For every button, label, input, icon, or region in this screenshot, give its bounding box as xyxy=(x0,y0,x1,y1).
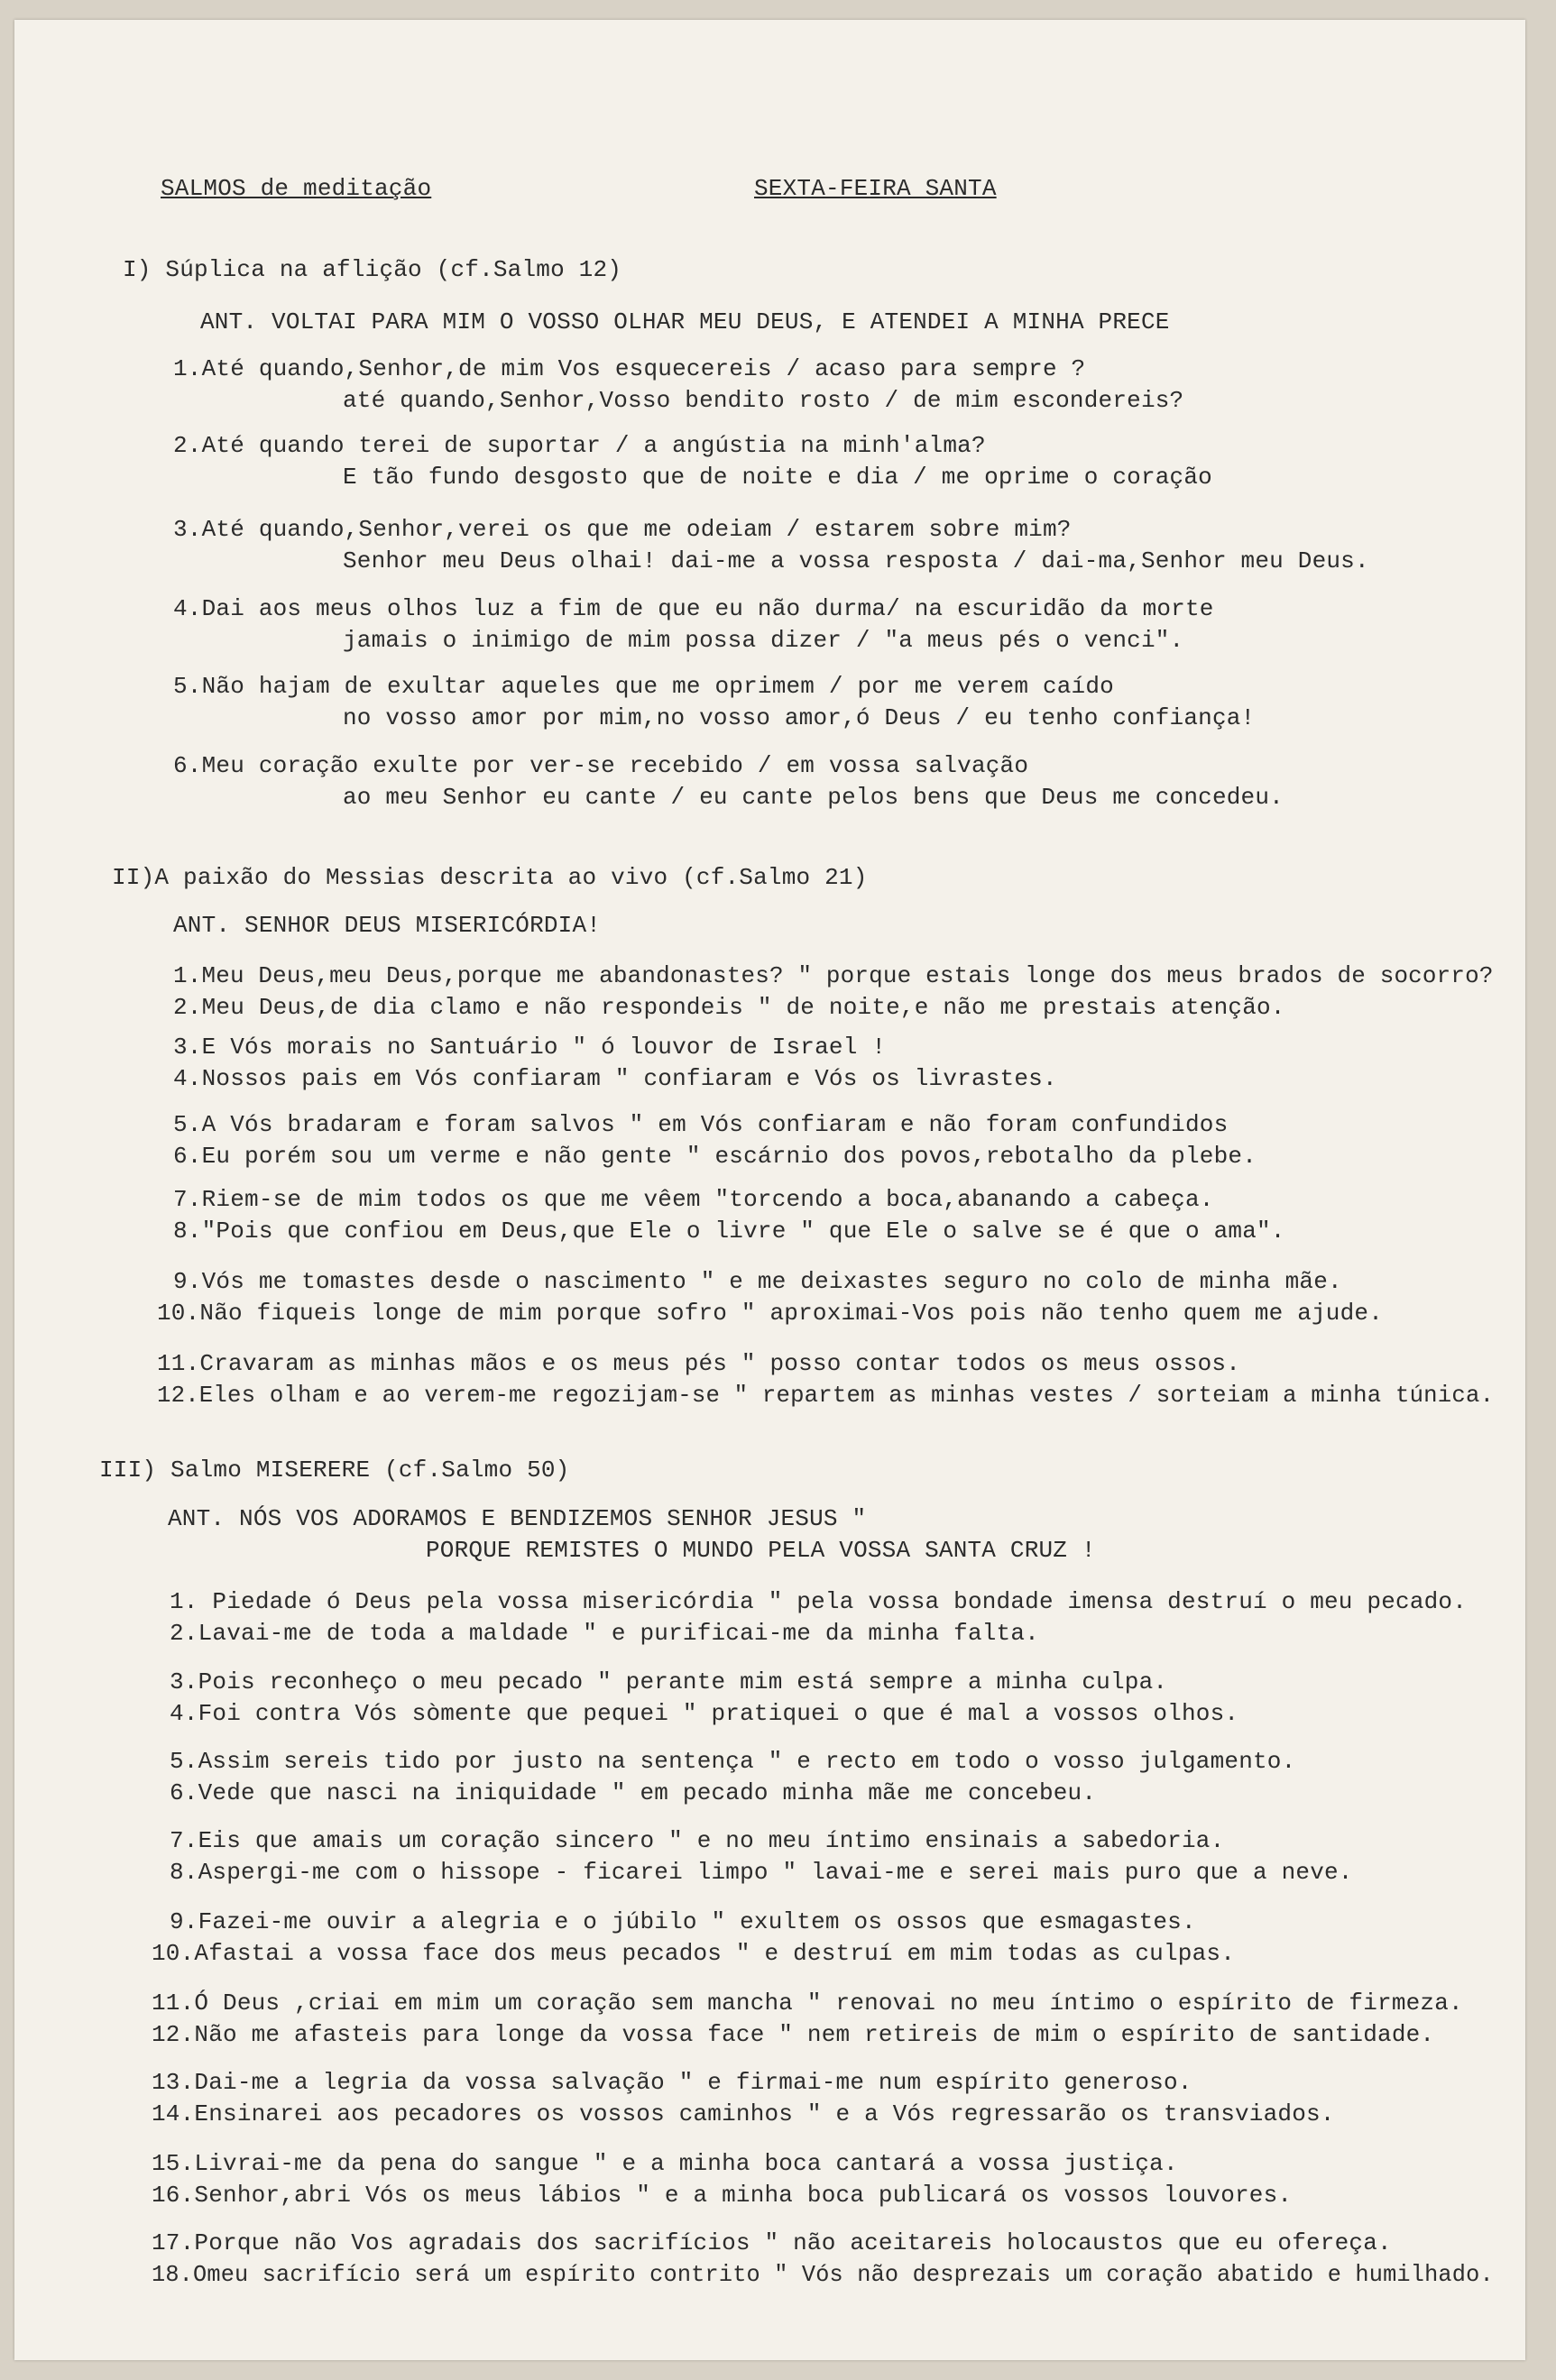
verse-line: jamais o inimigo de mim possa dizer / "a meus pés o venci". xyxy=(343,627,1184,654)
verse-line: 3.E Vós morais no Santuário " ó louvor de Israel ! xyxy=(173,1034,887,1061)
verse-line: 16.Senhor,abri Vós os meus lábios " e a minha boca publicará os vossos louvores. xyxy=(152,2182,1293,2209)
verse-line: 8."Pois que confiou em Deus,que Ele o livre " que Ele o salve se é que o ama". xyxy=(173,1218,1285,1245)
verse-line: 5.A Vós bradaram e foram salvos " em Vós confiaram e não foram confundidos xyxy=(173,1111,1229,1138)
verse-line: 2.Meu Deus,de dia clamo e não respondeis " de noite,e não me prestais atenção. xyxy=(173,994,1285,1021)
verse-line: 7.Riem-se de mim todos os que me vêem "torcendo a boca,abanando a cabeça. xyxy=(173,1186,1214,1213)
verse-line: 14.Ensinarei aos pecadores os vossos caminhos " e a Vós regressarão os transviados. xyxy=(152,2100,1335,2127)
verse-line: 6.Eu porém sou um verme e não gente " escárnio dos povos,rebotalho da plebe. xyxy=(173,1143,1257,1170)
section-3-title: III) Salmo MISERERE (cf.Salmo 50) xyxy=(99,1456,570,1484)
verse-line: 17.Porque não Vos agradais dos sacrifícios " não aceitareis holocaustos que eu ofereça. xyxy=(152,2229,1392,2256)
verse-line: 10.Afastai a vossa face dos meus pecados " e destruí em mim todas as culpas. xyxy=(152,1940,1235,1967)
verse-line: 1.Meu Deus,meu Deus,porque me abandonastes? " porque estais longe dos meus brados de socorro? xyxy=(173,962,1494,989)
section-1-antiphon: ANT. VOLTAI PARA MIM O VOSSO OLHAR MEU DEUS, E ATENDEI A MINHA PRECE xyxy=(200,308,1170,335)
verse-line: 3.Até quando,Senhor,verei os que me odeiam / estarem sobre mim? xyxy=(173,516,1072,543)
section-1-title: I) Súplica na aflição (cf.Salmo 12) xyxy=(123,256,622,283)
verse-line: 2.Até quando terei de suportar / a angústia na minh'alma? xyxy=(173,432,986,459)
verse-line: 12.Não me afasteis para longe da vossa face " nem retireis de mim o espírito de santidade. xyxy=(152,2021,1435,2048)
verse-line: 8.Aspergi-me com o hissope - ficarei limpo " lavai-me e serei mais puro que a neve. xyxy=(170,1859,1353,1886)
document-content xyxy=(14,20,1525,2360)
section-3-antiphon: ANT. NÓS VOS ADORAMOS E BENDIZEMOS SENHOR JESUS " xyxy=(168,1505,867,1532)
header-occasion: SEXTA-FEIRA SANTA xyxy=(754,175,997,202)
header-title: SALMOS de meditação xyxy=(161,175,432,202)
verse-line: 1. Piedade ó Deus pela vossa misericórdia " pela vossa bondade imensa destruí o meu pecado. xyxy=(170,1588,1468,1615)
verse-line: no vosso amor por mim,no vosso amor,ó Deus / eu tenho confiança! xyxy=(343,704,1256,731)
verse-line: 2.Lavai-me de toda a maldade " e purificai-me da minha falta. xyxy=(170,1620,1039,1647)
verse-line: 10.Não fiqueis longe de mim porque sofro " aproximai-Vos pois não tenho quem me ajude. xyxy=(157,1300,1384,1327)
verse-line: ao meu Senhor eu cante / eu cante pelos bens que Deus me concedeu. xyxy=(343,784,1284,811)
verse-line: até quando,Senhor,Vosso bendito rosto / de mim escondereis? xyxy=(343,387,1184,414)
verse-line: 1.Até quando,Senhor,de mim Vos esquecereis / acaso para sempre ? xyxy=(173,355,1086,382)
document-page xyxy=(14,20,1525,2360)
verse-line: 4.Foi contra Vós sòmente que pequei " pratiquei o que é mal a vossos olhos. xyxy=(170,1700,1239,1727)
verse-line: 9.Fazei-me ouvir a alegria e o júbilo " exultem os ossos que esmagastes. xyxy=(170,1908,1196,1935)
verse-line: E tão fundo desgosto que de noite e dia / me oprime o coração xyxy=(343,464,1212,491)
verse-line: 7.Eis que amais um coração sincero " e no meu íntimo ensinais a sabedoria. xyxy=(170,1827,1225,1854)
verse-line: 11.Ó Deus ,criai em mim um coração sem mancha " renovai no meu íntimo o espírito de firmeza. xyxy=(152,1989,1463,2017)
verse-line: 4.Nossos pais em Vós confiaram " confiaram e Vós os livrastes. xyxy=(173,1065,1057,1092)
verse-line: 12.Eles olham e ao verem-me regozijam-se " repartem as minhas vestes / sorteiam a minha túnica. xyxy=(157,1382,1495,1409)
verse-line: 6.Meu coração exulte por ver-se recebido / em vossa salvação xyxy=(173,752,1029,779)
verse-line: 5.Assim sereis tido por justo na sentença " e recto em todo o vosso julgamento. xyxy=(170,1748,1296,1775)
section-3-antiphon-continued: PORQUE REMISTES O MUNDO PELA VOSSA SANTA CRUZ ! xyxy=(426,1537,1096,1564)
verse-line: 15.Livrai-me da pena do sangue " e a minha boca cantará a vossa justiça. xyxy=(152,2150,1178,2177)
verse-line: Senhor meu Deus olhai! dai-me a vossa resposta / dai-ma,Senhor meu Deus. xyxy=(343,547,1369,574)
verse-line: 3.Pois reconheço o meu pecado " perante mim está sempre a minha culpa. xyxy=(170,1668,1168,1695)
section-2-title: II)A paixão do Messias descrita ao vivo (cf.Salmo 21) xyxy=(112,864,868,891)
verse-line: 13.Dai-me a legria da vossa salvação " e firmai-me num espírito generoso. xyxy=(152,2069,1192,2096)
verse-line: 9.Vós me tomastes desde o nascimento " e me deixastes seguro no colo de minha mãe. xyxy=(173,1268,1342,1295)
verse-line: 18.Omeu sacrifício será um espírito contrito " Vós não desprezais um coração abatido e humilhado. xyxy=(152,2261,1494,2288)
verse-line: 6.Vede que nasci na iniquidade " em pecado minha mãe me concebeu. xyxy=(170,1779,1097,1806)
verse-line: 4.Dai aos meus olhos luz a fim de que eu não durma/ na escuridão da morte xyxy=(173,595,1214,622)
section-2-antiphon: ANT. SENHOR DEUS MISERICÓRDIA! xyxy=(173,912,602,939)
verse-line: 5.Não hajam de exultar aqueles que me oprimem / por me verem caído xyxy=(173,673,1114,700)
verse-line: 11.Cravaram as minhas mãos e os meus pés " posso contar todos os meus ossos. xyxy=(157,1350,1240,1377)
